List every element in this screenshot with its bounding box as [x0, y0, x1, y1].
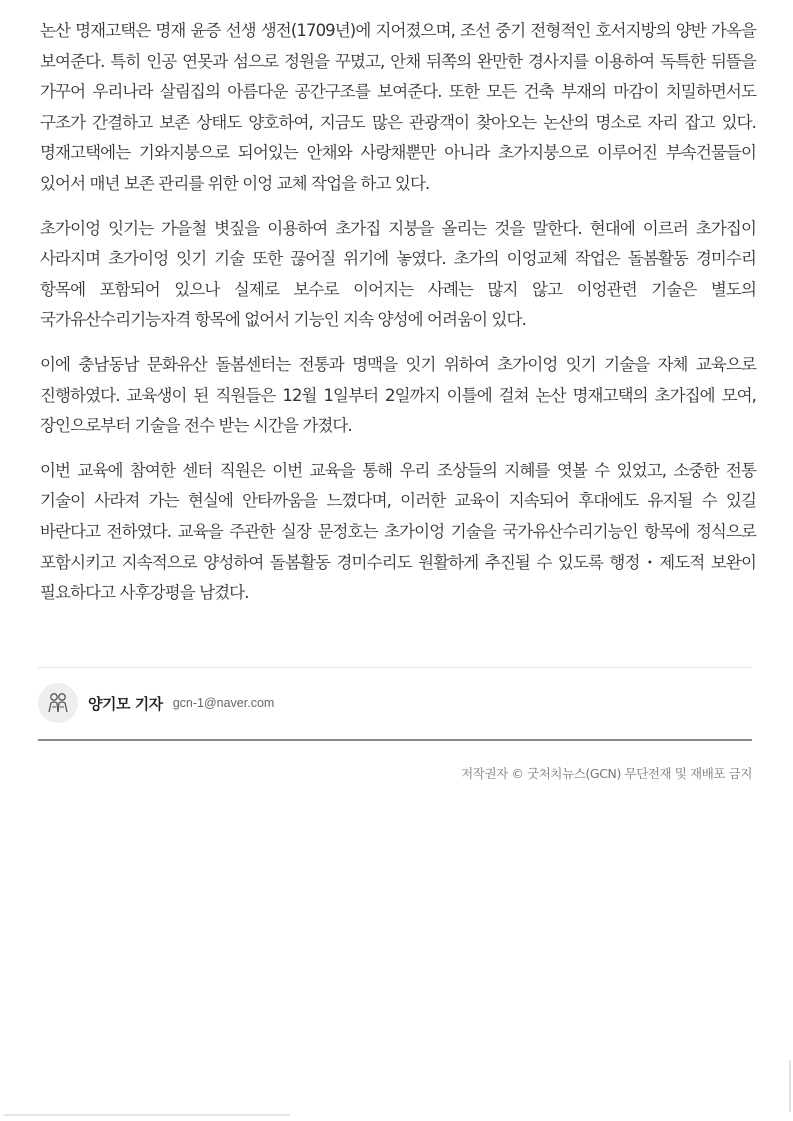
article-body	[40, 16, 756, 623]
byline-bottom-divider	[38, 739, 752, 741]
article-paragraph-4: 이번 교육에 참여한 센터 직원은 이번 교육을 통해 우리 조상들의 지혜를 엿볼 수 있었고, 소중한 전통 기술이 사라져 가는 현실에 안타까움을 느꼈다며, 이러한 교육이 지속되어 후대에도 유지될 수 있길 바란다고 전하였다. 교육을 주관한 실장 문정호는 초가이엉 기술을 국가유산수리기능인 항목에 정식으로 포함시키고 지속적으로 양성하여 돌봄활동 경미수리도 원활하게 추진될 수 있도록 행정・제도적 보완이 필요하다고 사후강평을 남겼다.	[40, 460, 756, 603]
article-paragraph-1: 논산 명재고택은 명재 윤증 선생 생전(1709년)에 지어졌으며, 조선 중기 전형적인 호서지방의 양반 가옥을 보여준다. 특히 인공 연못과 섬으로 정원을 꾸몄고, 안채 뒤쪽의 완만한 경사지를 이용하여 독특한 뒤뜰을 가꾸어 우리나라 살림집의 아름다운 공간구조를 보여준다. 또한 모든 건축 부재의 마감이 치밀하면서도 구조가 간결하고 보존 상태도 양호하여, 지금도 많은 관광객이 찾아오는 논산의 명소로 자리 잡고 있다. 명재고택에는 기와지붕으로 되어있는 안채와 사랑채뿐만 아니라 초가지붕으로 이루어진 부속건물들이 있어서 매년 보존 관리를 위한 이엉 교체 작업을 하고 있다.	[40, 21, 756, 193]
article-paragraph-3: 이에 충남동남 문화유산 돌봄센터는 전통과 명맥을 잇기 위하여 초가이엉 잇기 기술을 자체 교육으로 진행하였다. 교육생이 된 직원들은 12월 1일부터 2일까지 이틀에 걸쳐 논산 명재고택의 초가집에 모여, 장인으로부터 기술을 전수 받는 시간을 가졌다.	[40, 354, 756, 436]
scan-edge-right	[789, 1060, 791, 1112]
people-icon	[45, 690, 71, 716]
reporter-avatar-icon[interactable]	[38, 683, 78, 723]
scan-edge-bottom	[4, 1114, 290, 1116]
reporter-name[interactable]: 양기모 기자	[88, 694, 163, 713]
article-paragraph-2: 초가이엉 잇기는 가을철 볏짚을 이용하여 초가집 지붕을 올리는 것을 말한다. 현대에 이르러 초가집이 사라지며 초가이엉 잇기 기술 또한 끊어질 위기에 놓였다. 초가의 이엉교체 작업은 돌봄활동 경미수리 항목에 포함되어 있으나 실제로 보수로 이어지는 사례는 많지 않고 이엉관련 기술은 별도의 국가유산수리기능자격 항목에 없어서 기능인 지속 양성에 어려움이 있다.	[40, 218, 756, 330]
byline-top-divider	[38, 667, 752, 668]
reporter-email[interactable]: gcn-1@naver.com	[172, 696, 275, 710]
copyright-notice: 저작권자 © 굿처치뉴스(GCN) 무단전재 및 재배포 금지	[461, 766, 752, 781]
reporter-byline	[38, 682, 274, 724]
